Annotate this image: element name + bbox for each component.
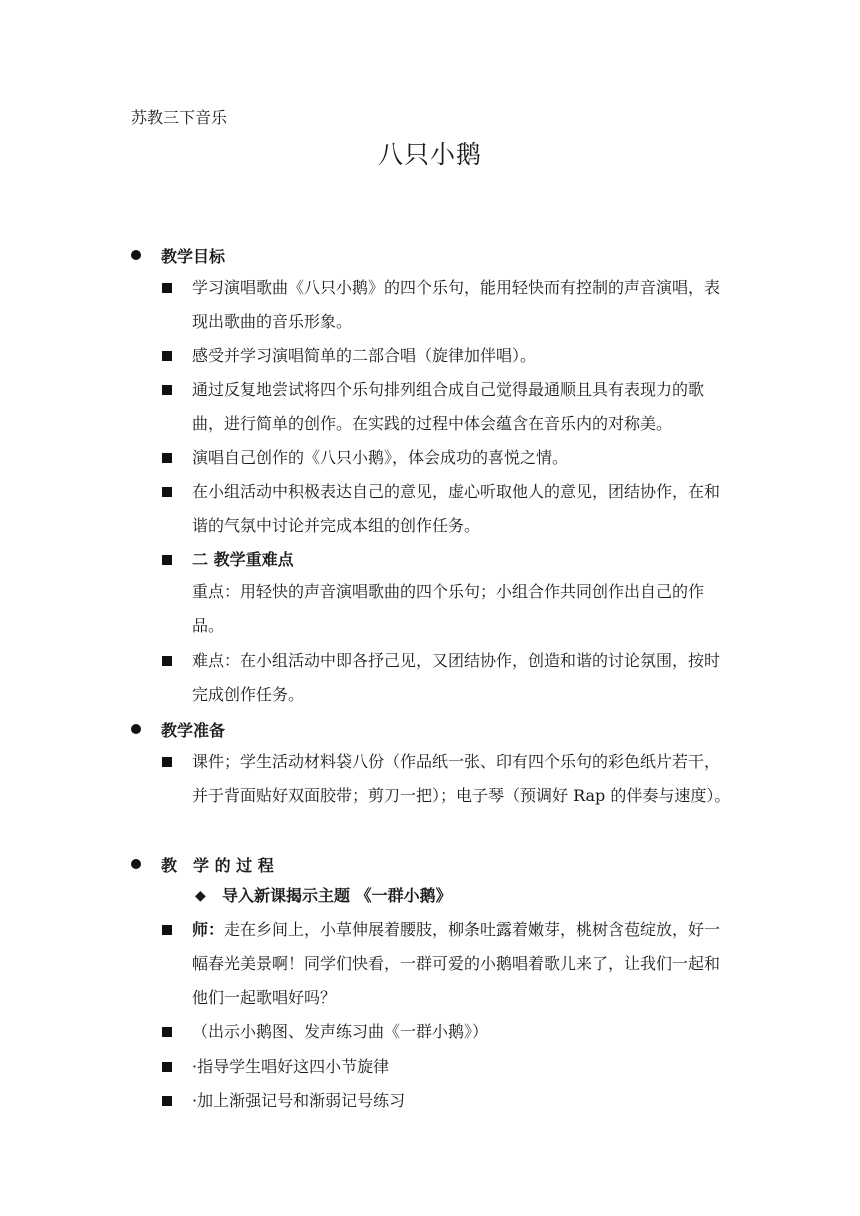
square-bullet-icon: [162, 283, 172, 293]
square-bullet-icon: [162, 487, 172, 497]
bullet-icon: [131, 859, 141, 869]
square-bullet-icon: [162, 757, 172, 767]
square-bullet-icon: [162, 1027, 172, 1037]
bullet-icon: [131, 724, 141, 734]
square-bullet-icon: [162, 656, 172, 666]
subject-label: 苏教三下音乐: [131, 108, 228, 127]
square-bullet-icon: [162, 1062, 172, 1072]
bullet-icon: [131, 250, 141, 260]
teacher-text: 走在乡间上，小草伸展着腰肢，柳条吐露着嫩芽，桃树含苞绽放，好一幅春光美景啊！同学们快看，一群可爱的小鹅唱着歌儿来了，让我们一起和他们一起歌唱好吗？: [192, 920, 721, 1007]
square-bullet-icon: [162, 925, 172, 935]
key-point-text: 重点：用轻快的声音演唱歌曲的四个乐句；小组合作共同创作出自己的作品。: [192, 582, 705, 635]
diamond-bullet-icon: ◆: [195, 888, 206, 904]
square-bullet-icon: [162, 453, 172, 463]
teacher-label: 师：: [192, 920, 225, 939]
square-bullet-icon: [162, 1096, 172, 1106]
square-bullet-icon: [162, 555, 172, 565]
square-bullet-icon: [162, 351, 172, 361]
page-title: 八只小鹅: [377, 140, 482, 169]
square-bullet-icon: [162, 385, 172, 395]
document-page: 苏教三下音乐 八只小鹅 教学目标 学习演唱歌曲《八只小鹅》的四个乐句，能用轻快而有控制的声音演唱，表现出歌曲的音乐形象。 感受并学习演唱简单的二部合唱（旋律加伴唱）。 通过反复地尝试将四个乐句排列组合成自己觉得最通顺且具有表现力的歌曲，进行简单的创作。在实践的过程中体会蕴含在音乐内的对称美。 演唱自己创作的《八只小鹅》，体会成功的喜悦之情。 在小组活动中积极表达自己的意见，虚心听取他人的意见，团结协作，在和谐的气氛中讨论并完成本组的创作任务。 二 教学重难点 重点：用轻快的声音演唱歌曲的四个乐句；小组合作共同创作出自己的作品。 难点：在小组活动中即各抒己见，又团结协作，创造和谐的讨论氛围，按时完成创作任务。 教学准备 课件；学生活动材料袋八份（作品纸一张、印有四个乐句的彩色纸片若干，并于背面贴好双面胶带；剪刀一把）；电子琴（预调好 Rap 的伴奏与速度）。 教 学 的 过 程 ◆ 导入新课揭示主题 《一群小鹅》 师：走在乡间上，小草伸展着腰肢，柳条吐露着嫩芽，桃树含苞绽放，好一幅春光美景啊！同学们快看，一群可爱的小鹅唱着歌儿来了，让我们一起和他们一起歌唱好吗？ （出示小鹅图、发声练习曲《一群小鹅》） ·指导学生唱好这四小节旋律 ·加上渐强记号和渐弱记号练习: [0, 0, 860, 1216]
